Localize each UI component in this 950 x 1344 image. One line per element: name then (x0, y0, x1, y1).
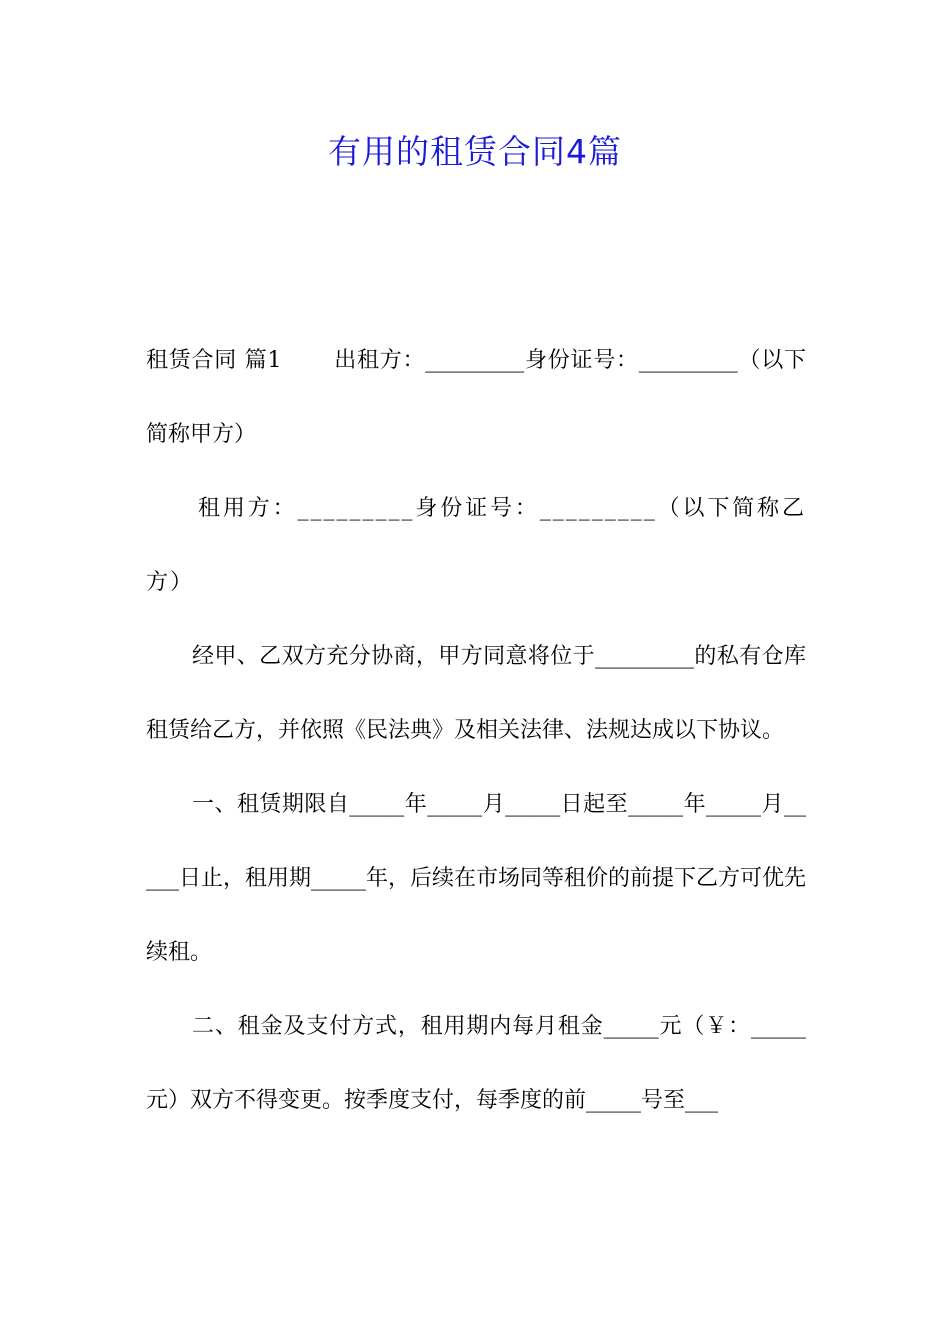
document-title: 有用的租赁合同4篇 (328, 132, 622, 171)
paragraph-lessee: 租用方：_________身份证号：_________（以下简称乙方） (146, 496, 806, 595)
paragraph-lease-term: 一、租赁期限自_____年_____月_____日起至_____年_____月_____日止，租用期_____年，后续在市场同等租价的前提下乙方可优先续租。 (146, 792, 807, 965)
document-body (146, 324, 806, 1138)
paragraph-agreement: 经甲、乙双方充分协商，甲方同意将位于_________的私有仓库租赁给乙方，并依照《民法典》及相关法律、法规达成以下协议。 (146, 644, 806, 743)
lessor-line: 出租方：_________身份证号：_________（以下简称甲方） (146, 348, 806, 447)
paragraph-lessor (146, 324, 806, 472)
paragraph-rent-payment: 二、租金及支付方式，租用期内每月租金_____元（￥：_____元）双方不得变更。按季度支付，每季度的前_____号至___ (146, 1014, 806, 1113)
contract-heading: 租赁合同 篇1 (146, 348, 282, 373)
